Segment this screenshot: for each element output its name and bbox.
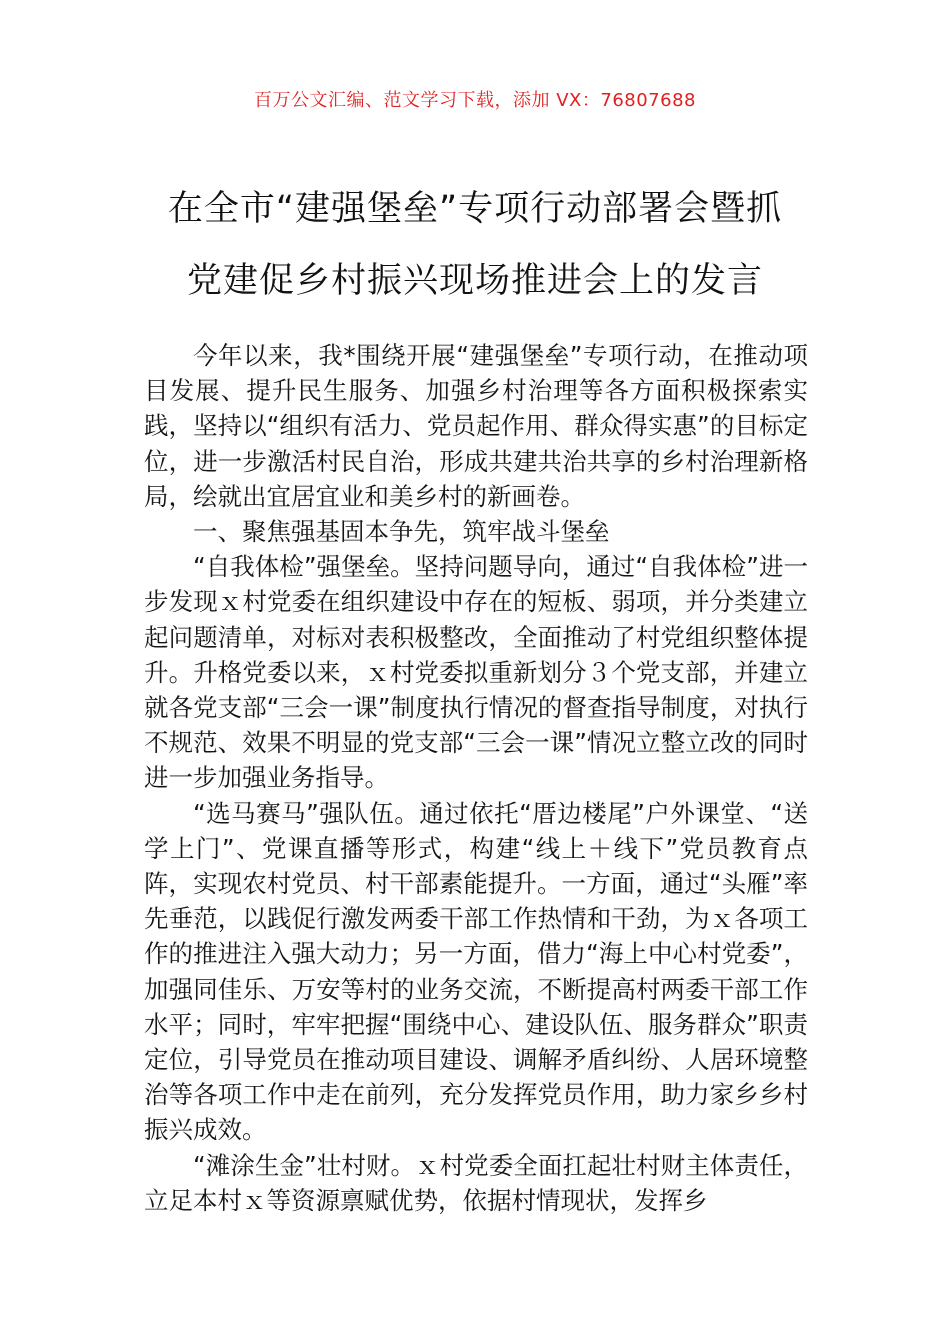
page-title-line-1: 在全市“建强堡垒”专项行动部署会暨抓 <box>167 189 783 229</box>
header-note: 百万公文汇编、范文学习下载，添加 VX：76807688 <box>254 90 696 111</box>
body-paragraph: “自我体检”强堡垒。坚持问题导向，通过“自我体检”进一步发现ｘ村党委在组织建设中存在的短板、弱项，并分类建立起问题清单，对标对表积极整改，全面推动了村党组织整体提升。升格党委以来，ｘ村党委拟重新划分３个党支部，并建立就各党支部“三会一课”制度执行情况的督查指导制度，对执行不规范、效果不明显的党支部“三会一课”情况立整立改的同时进一步加强业务指导。 <box>144 552 808 793</box>
body-paragraph: “选马赛马”强队伍。通过依托“厝边楼尾”户外课堂、“送学上门”、党课直播等形式，构建“线上＋线下”党员教育点阵，实现农村党员、村干部素能提升。一方面，通过“头雁”率先垂范，以践促行激发两委干部工作热情和干劲，为ｘ各项工作的推进注入强大动力；另一方面，借力“海上中心村党委”，加强同佳乐、万安等村的业务交流，不断提高村两委干部工作水平；同时，牢牢把握“围绕中心、建设队伍、服务群众”职责定位，引导党员在推动项目建设、调解矛盾纠纷、人居环境整治等各项工作中走在前列，充分发挥党员作用，助力家乡乡村振兴成效。 <box>144 798 808 1145</box>
body-paragraph: “滩涂生金”壮村财。ｘ村党委全面扛起壮村财主体责任，立足本村ｘ等资源禀赋优势，依据村情现状，发挥乡 <box>144 1150 808 1215</box>
page-title-line-2: 党建促乡村振兴现场推进会上的发言 <box>186 261 763 301</box>
intro-paragraph: 今年以来，我*围绕开展“建强堡垒”专项行动，在推动项目发展、提升民生服务、加强乡村治理等各方面积极探索实践，坚持以“组织有活力、党员起作用、群众得实惠”的目标定位，进一步激活村民自治，形成共建共治共享的乡村治理新格局，绘就出宜居宜业和美乡村的新画卷。 <box>144 341 808 511</box>
section-heading: 一、聚焦强基固本争先，筑牢战斗堡垒 <box>193 517 610 547</box>
document-body <box>144 338 808 1218</box>
